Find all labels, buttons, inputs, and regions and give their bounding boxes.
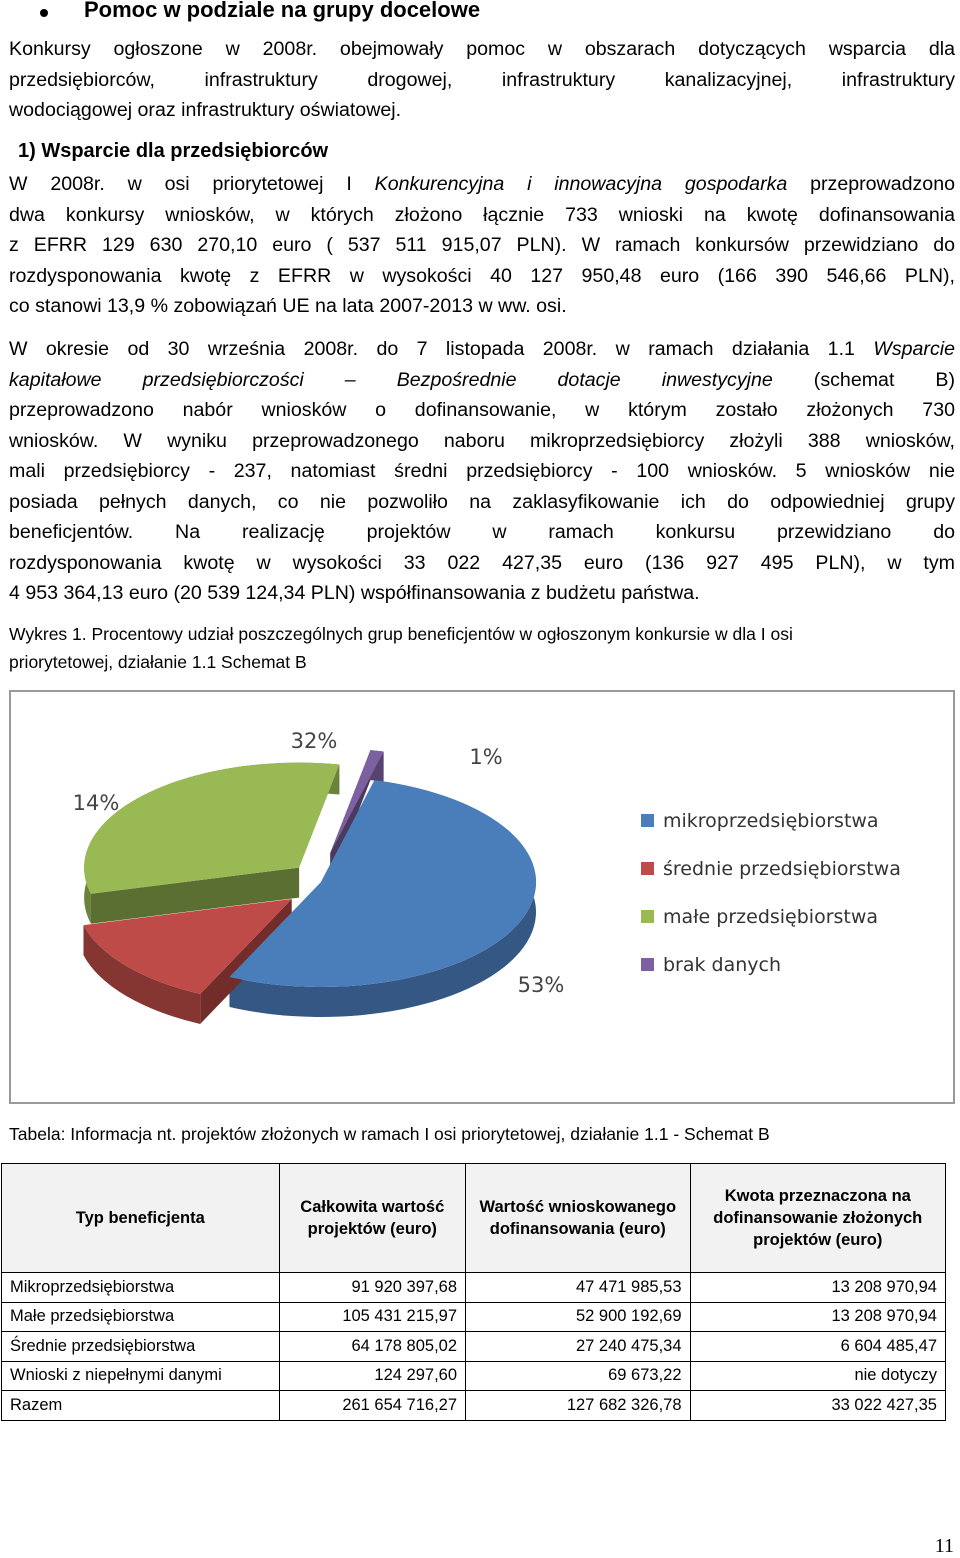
text-line: wniosków. W wyniku przeprowadzonego naboru mikroprzedsiębiorcy złożyli 388 wniosków, <box>9 429 955 452</box>
intro-paragraph <box>9 34 955 126</box>
table-body <box>2 1273 946 1421</box>
text-line: kapitałowe przedsiębiorczości – Bezpośrednie dotacje inwestycyjne (schemat B) <box>9 368 955 391</box>
text-line: przedsiębiorców, infrastruktury drogowej, infrastruktury kanalizacyjnej, infrastruktury <box>9 68 955 91</box>
slice-data-label: 53% <box>517 973 565 997</box>
bullet-icon <box>40 9 48 17</box>
caption-line: Wykres 1. Procentowy udział poszczególnych grup beneficjentów w ogłoszonym konkursie w dla I osi <box>9 624 793 644</box>
text-line: Konkursy ogłoszone w 2008r. obejmowały pomoc w obszarach dotyczących wsparcia dla <box>9 38 955 60</box>
beneficiary-type-cell: Małe przedsiębiorstwa <box>2 1302 280 1332</box>
text-line: W okresie od 30 września 2008r. do 7 listopada 2008r. w ramach działania 1.1 Wsparcie <box>9 338 955 360</box>
column-header: Typ beneficjenta <box>2 1164 280 1273</box>
amount-cell: 6 604 485,47 <box>690 1332 945 1362</box>
text-line: mali przedsiębiorcy - 237, natomiast średni przedsiębiorcy - 100 wniosków. 5 wniosków nie <box>9 460 955 482</box>
table-header-row <box>2 1164 946 1273</box>
legend-swatch <box>641 958 654 971</box>
section-title: 1) Wsparcie dla przedsiębiorców <box>18 140 329 162</box>
legend-label: małe przedsiębiorstwa <box>663 906 879 928</box>
table-row <box>2 1332 946 1362</box>
column-header: Całkowita wartość projektów (euro) <box>279 1164 465 1273</box>
beneficiary-type-cell: Średnie przedsiębiorstwa <box>2 1332 280 1362</box>
amount-cell: 27 240 475,34 <box>466 1332 691 1362</box>
amount-cell: 64 178 805,02 <box>279 1332 465 1362</box>
table-row <box>2 1361 946 1391</box>
text-line: W 2008r. w osi priorytetowej I Konkurencyjna i innowacyjna gospodarka przeprowadzono <box>9 173 955 195</box>
amount-cell: 127 682 326,78 <box>466 1391 691 1421</box>
amount-cell: 52 900 192,69 <box>466 1302 691 1332</box>
column-header: Kwota przeznaczona na dofinansowanie złożonych projektów (euro) <box>690 1164 945 1273</box>
beneficiary-type-cell: Mikroprzedsiębiorstwa <box>2 1273 280 1303</box>
amount-cell: 69 673,22 <box>466 1361 691 1391</box>
slice-data-label: 32% <box>290 729 338 753</box>
legend-swatch <box>641 910 654 923</box>
pie-chart-svg <box>11 692 953 1102</box>
legend-label: brak danych <box>663 954 782 976</box>
legend-swatch <box>641 862 654 875</box>
paragraph-support-overview <box>9 169 955 322</box>
amount-cell: 33 022 427,35 <box>690 1391 945 1421</box>
legend-swatch <box>641 814 654 827</box>
amount-cell: 124 297,60 <box>279 1361 465 1391</box>
table-row <box>2 1302 946 1332</box>
text-line: dwa konkursy wniosków, w których złożono łącznie 733 wnioski na kwotę dofinansowania <box>9 203 955 226</box>
amount-cell: nie dotyczy <box>690 1361 945 1391</box>
legend-label: średnie przedsiębiorstwa <box>663 858 901 880</box>
amount-cell: 261 654 716,27 <box>279 1391 465 1421</box>
figure-caption <box>9 620 955 676</box>
pie-slice-2 <box>84 763 339 894</box>
table-row <box>2 1391 946 1421</box>
amount-cell: 47 471 985,53 <box>466 1273 691 1303</box>
slice-data-label: 14% <box>72 791 120 815</box>
amount-cell: 91 920 397,68 <box>279 1273 465 1303</box>
column-header: Wartość wnioskowanego dofinansowania (euro) <box>466 1164 691 1273</box>
amount-cell: 105 431 215,97 <box>279 1302 465 1332</box>
table-caption: Tabela: Informacja nt. projektów złożonych w ramach I osi priorytetowej, działanie 1.1 - Schemat B <box>9 1124 770 1144</box>
text-line: rozdysponowania kwotę w wysokości 33 022 427,35 euro (136 927 495 PLN), w tym <box>9 551 955 574</box>
text-line: przeprowadzono nabór wniosków o dofinansowanie, w którym zostało złożonych 730 <box>9 399 955 421</box>
beneficiary-type-cell: Razem <box>2 1391 280 1421</box>
text-line: z EFRR 129 630 270,10 euro ( 537 511 915,07 PLN). W ramach konkursów przewidziano do <box>9 234 955 256</box>
text-line: rozdysponowania kwotę z EFRR w wysokości 40 127 950,48 euro (166 390 546,66 PLN), <box>9 264 955 287</box>
caption-line: priorytetowej, działanie 1.1 Schemat B <box>9 652 307 672</box>
paragraph-measure-1-1 <box>9 334 955 609</box>
heading-text: Pomoc w podziale na grupy docelowe <box>84 0 481 22</box>
page-number: 11 <box>934 1535 954 1557</box>
amount-cell: 13 208 970,94 <box>690 1273 945 1303</box>
amount-cell: 13 208 970,94 <box>690 1302 945 1332</box>
table-row <box>2 1273 946 1303</box>
beneficiary-type-cell: Wnioski z niepełnymi danymi <box>2 1361 280 1391</box>
legend-label: mikroprzedsiębiorstwa <box>663 810 879 832</box>
text-line: posiada pełnych danych, co nie pozwoliło na zaklasyfikowanie ich do odpowiedniej grupy <box>9 490 955 513</box>
pie-chart <box>9 690 955 1104</box>
text-line: wodociągowej oraz infrastruktury oświatowej. <box>9 99 402 121</box>
text-line: beneficjentów. Na realizację projektów w ramach konkursu przewidziano do <box>9 521 955 543</box>
projects-table <box>1 1163 946 1421</box>
text-line: 4 953 364,13 euro (20 539 124,34 PLN) współfinansowania z budżetu państwa. <box>9 582 700 604</box>
slice-data-label: 1% <box>469 745 503 769</box>
text-line: co stanowi 13,9 % zobowiązań UE na lata 2007-2013 w ww. osi. <box>9 295 567 317</box>
